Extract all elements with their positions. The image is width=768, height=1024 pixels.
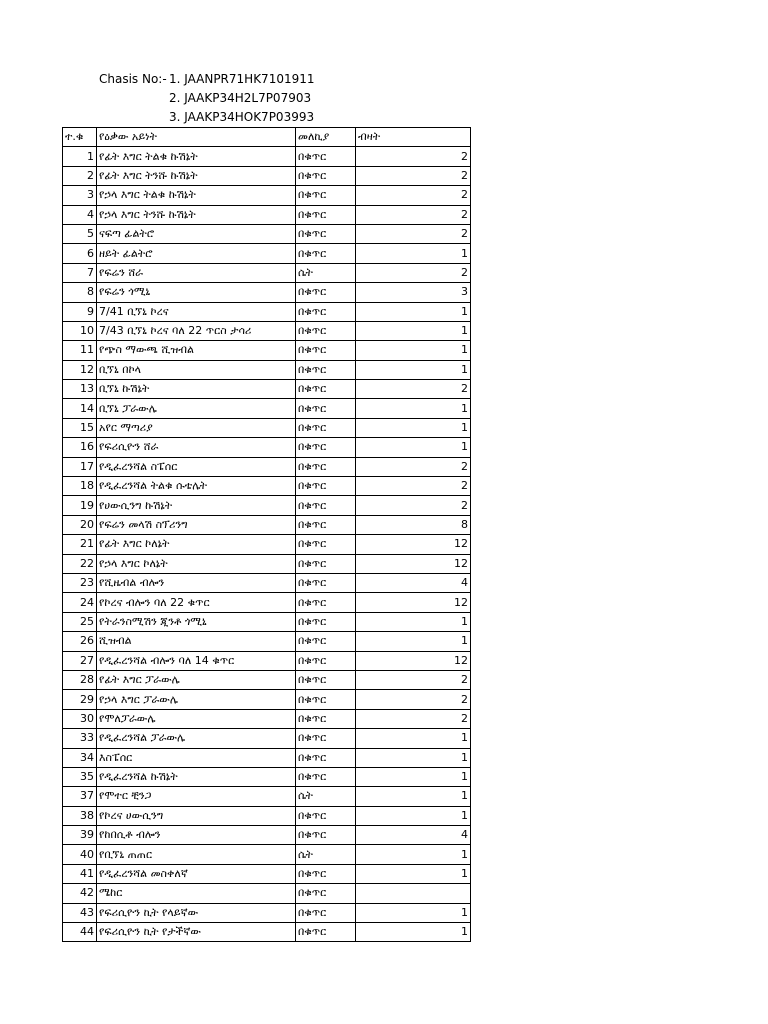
table-header-row <box>63 128 471 147</box>
row-quantity: 2 <box>356 166 471 185</box>
row-unit: በቁጥር <box>296 457 356 476</box>
row-unit: በቁጥር <box>296 360 356 379</box>
row-quantity: 3 <box>356 283 471 302</box>
row-unit: በቁጥር <box>296 341 356 360</box>
row-unit: በቁጥር <box>296 515 356 534</box>
row-item-type: የሞለፓራውሌ <box>97 709 296 728</box>
row-item-type: የጭስ ማውጫ ሺዝብል <box>97 341 296 360</box>
row-number: 28 <box>63 670 97 689</box>
table-row <box>63 147 471 166</box>
table-row <box>63 302 471 321</box>
row-item-type: ዘይት ፊልትሮ <box>97 244 296 263</box>
row-unit: ሴት <box>296 845 356 864</box>
row-number: 13 <box>63 380 97 399</box>
row-item-type: የፍሪሲዮን ኪት የላይኛው <box>97 903 296 922</box>
table-row <box>63 903 471 922</box>
row-quantity: 2 <box>356 690 471 709</box>
table-row <box>63 457 471 476</box>
row-quantity: 1 <box>356 845 471 864</box>
header-number: ተ.ቁ <box>63 128 97 147</box>
row-item-type: የሞተር ቺንጋ <box>97 787 296 806</box>
row-quantity: 1 <box>356 418 471 437</box>
row-unit: በቁጥር <box>296 612 356 631</box>
chasis-label: Chasis No:- <box>99 72 167 86</box>
row-quantity: 1 <box>356 729 471 748</box>
row-quantity: 1 <box>356 341 471 360</box>
row-quantity: 12 <box>356 554 471 573</box>
row-number: 14 <box>63 399 97 418</box>
row-unit: በቁጥር <box>296 147 356 166</box>
row-number: 30 <box>63 709 97 728</box>
row-item-type: የትራንስሚሽን ጂንቶ ጎሚኒ <box>97 612 296 631</box>
table-row <box>63 341 471 360</box>
row-quantity: 2 <box>356 186 471 205</box>
row-number: 8 <box>63 283 97 302</box>
row-number: 20 <box>63 515 97 534</box>
row-quantity: 1 <box>356 864 471 883</box>
table-row <box>63 729 471 748</box>
row-item-type: የፍሬን ጎሚኒ <box>97 283 296 302</box>
row-unit: በቁጥር <box>296 302 356 321</box>
row-unit: በቁጥር <box>296 418 356 437</box>
row-item-type: የፊት እግር ትልቁ ኩሽኔት <box>97 147 296 166</box>
row-quantity: 8 <box>356 515 471 534</box>
table-row <box>63 884 471 903</box>
row-unit: በቁጥር <box>296 903 356 922</box>
row-unit: በቁጥር <box>296 923 356 942</box>
table-row <box>63 496 471 515</box>
row-number: 12 <box>63 360 97 379</box>
row-item-type: የዲፈረንሻል ብሎን ባለ 14 ቁጥር <box>97 651 296 670</box>
row-number: 21 <box>63 535 97 554</box>
table-row <box>63 515 471 534</box>
row-quantity: 1 <box>356 806 471 825</box>
header-unit: መለኪያ <box>296 128 356 147</box>
table-row <box>63 244 471 263</box>
row-item-type: የኃላ እግር ትልቁ ኩሽኔት <box>97 186 296 205</box>
table-row <box>63 632 471 651</box>
row-item-type: የፍሬን ሸራ <box>97 263 296 282</box>
row-number: 15 <box>63 418 97 437</box>
row-quantity <box>356 884 471 903</box>
row-quantity: 12 <box>356 651 471 670</box>
row-number: 39 <box>63 826 97 845</box>
table-row <box>63 283 471 302</box>
row-unit: በቁጥር <box>296 244 356 263</box>
row-number: 27 <box>63 651 97 670</box>
row-number: 33 <box>63 729 97 748</box>
row-number: 41 <box>63 864 97 883</box>
row-item-type: የፊት እግር ኮለኔት <box>97 535 296 554</box>
row-unit: በቁጥር <box>296 651 356 670</box>
row-quantity: 4 <box>356 573 471 592</box>
row-unit: በቁጥር <box>296 438 356 457</box>
row-number: 37 <box>63 787 97 806</box>
row-number: 42 <box>63 884 97 903</box>
row-unit: በቁጥር <box>296 166 356 185</box>
row-quantity: 2 <box>356 477 471 496</box>
table-row <box>63 690 471 709</box>
row-item-type: የኃላ እግር ፓራውሌ <box>97 690 296 709</box>
row-quantity: 1 <box>356 399 471 418</box>
table-row <box>63 554 471 573</box>
row-quantity: 1 <box>356 244 471 263</box>
row-unit: በቁጥር <box>296 884 356 903</box>
row-unit: በቁጥር <box>296 690 356 709</box>
row-number: 19 <box>63 496 97 515</box>
row-unit: በቁጥር <box>296 186 356 205</box>
header-item-type: የዕቃው አይነት <box>97 128 296 147</box>
row-unit: በቁጥር <box>296 224 356 243</box>
row-quantity: 1 <box>356 748 471 767</box>
row-unit: ሴት <box>296 263 356 282</box>
row-quantity: 1 <box>356 632 471 651</box>
row-quantity: 2 <box>356 147 471 166</box>
row-unit: በቁጥር <box>296 535 356 554</box>
chasis-number-1: 1. JAANPR71HK7101911 <box>169 72 315 86</box>
row-quantity: 2 <box>356 670 471 689</box>
row-unit: በቁጥር <box>296 748 356 767</box>
row-number: 10 <box>63 321 97 340</box>
table-row <box>63 573 471 592</box>
row-quantity: 2 <box>356 457 471 476</box>
row-quantity: 1 <box>356 923 471 942</box>
row-item-type: የቢኘኒ ጠጠር <box>97 845 296 864</box>
row-item-type: የኃላ እግር ትንሹ ኩሽኔት <box>97 205 296 224</box>
row-number: 38 <box>63 806 97 825</box>
row-unit: በቁጥር <box>296 864 356 883</box>
row-item-type: ሜከር <box>97 884 296 903</box>
row-number: 11 <box>63 341 97 360</box>
table-row <box>63 651 471 670</box>
table-row <box>63 923 471 942</box>
row-quantity: 1 <box>356 612 471 631</box>
table-row <box>63 205 471 224</box>
row-unit: ሴት <box>296 787 356 806</box>
row-unit: በቁጥር <box>296 205 356 224</box>
table-row <box>63 380 471 399</box>
table-row <box>63 166 471 185</box>
row-item-type: የኮረና ሀውሲንግ <box>97 806 296 825</box>
table-row <box>63 845 471 864</box>
row-number: 18 <box>63 477 97 496</box>
row-quantity: 2 <box>356 224 471 243</box>
table-row <box>63 787 471 806</box>
row-number: 35 <box>63 767 97 786</box>
table-row <box>63 864 471 883</box>
table-row <box>63 826 471 845</box>
row-number: 2 <box>63 166 97 185</box>
row-unit: በቁጥር <box>296 670 356 689</box>
table-row <box>63 186 471 205</box>
row-unit: በቁጥር <box>296 321 356 340</box>
row-number: 26 <box>63 632 97 651</box>
row-item-type: የፍሪሲዮን ኪት የታችኛው <box>97 923 296 942</box>
row-item-type: አየር ማጣሪያ <box>97 418 296 437</box>
row-number: 40 <box>63 845 97 864</box>
row-item-type: የፊት እግር ፓራውሌ <box>97 670 296 689</box>
row-item-type: ቢኘኒ ኩሽኔት <box>97 380 296 399</box>
row-number: 16 <box>63 438 97 457</box>
row-unit: በቁጥር <box>296 477 356 496</box>
row-unit: በቁጥር <box>296 554 356 573</box>
row-item-type: የኃላ እግር ኮለኔት <box>97 554 296 573</box>
table-row <box>63 263 471 282</box>
row-item-type: የሺዜብል ብሎን <box>97 573 296 592</box>
table-row <box>63 477 471 496</box>
row-item-type: የፊት እግር ትንሹ ኩሽኔት <box>97 166 296 185</box>
row-item-type: የፍሬን መላሽ ስፕሪንግ <box>97 515 296 534</box>
row-number: 24 <box>63 593 97 612</box>
row-number: 7 <box>63 263 97 282</box>
table-row <box>63 535 471 554</box>
row-unit: በቁጥር <box>296 767 356 786</box>
row-number: 43 <box>63 903 97 922</box>
row-unit: በቁጥር <box>296 380 356 399</box>
row-quantity: 2 <box>356 380 471 399</box>
row-quantity: 2 <box>356 709 471 728</box>
row-quantity: 2 <box>356 496 471 515</box>
row-unit: በቁጥር <box>296 709 356 728</box>
row-unit: በቁጥር <box>296 573 356 592</box>
row-number: 25 <box>63 612 97 631</box>
table-row <box>63 806 471 825</box>
row-number: 5 <box>63 224 97 243</box>
row-quantity: 1 <box>356 302 471 321</box>
row-unit: በቁጥር <box>296 632 356 651</box>
row-item-type: ናፍጣ ፊልትሮ <box>97 224 296 243</box>
row-item-type: የዲፈረንሻል ትልቁ ሱቴሌት <box>97 477 296 496</box>
row-quantity: 1 <box>356 787 471 806</box>
row-item-type: 7/41 ቢኘኒ ኮረና <box>97 302 296 321</box>
table-row <box>63 224 471 243</box>
header-quantity: ብዛት <box>356 128 471 147</box>
row-item-type: ቢኘኒ ፓራውሌ <box>97 399 296 418</box>
table-row <box>63 321 471 340</box>
row-number: 29 <box>63 690 97 709</box>
row-quantity: 12 <box>356 535 471 554</box>
chasis-number-2: 2. JAAKP34H2L7P07903 <box>169 91 312 105</box>
table-row <box>63 767 471 786</box>
row-unit: በቁጥር <box>296 826 356 845</box>
row-quantity: 1 <box>356 321 471 340</box>
row-quantity: 2 <box>356 205 471 224</box>
row-item-type: የዲፈረንሻል ስፔሰር <box>97 457 296 476</box>
row-item-type: ሺዝብል <box>97 632 296 651</box>
row-item-type: የዲፈረንሻል መስቀለኛ <box>97 864 296 883</box>
row-item-type: 7/43 ቢኘኒ ኮረና ባለ 22 ጥርስ ታሳሪ <box>97 321 296 340</box>
row-number: 4 <box>63 205 97 224</box>
table-row <box>63 748 471 767</box>
row-unit: በቁጥር <box>296 496 356 515</box>
row-quantity: 12 <box>356 593 471 612</box>
row-number: 9 <box>63 302 97 321</box>
row-unit: በቁጥር <box>296 593 356 612</box>
table-row <box>63 612 471 631</box>
row-number: 44 <box>63 923 97 942</box>
table-row <box>63 399 471 418</box>
row-number: 17 <box>63 457 97 476</box>
row-number: 3 <box>63 186 97 205</box>
row-quantity: 1 <box>356 360 471 379</box>
row-item-type: የሀውሲንግ ኩሽኔት <box>97 496 296 515</box>
table-row <box>63 709 471 728</box>
row-quantity: 2 <box>356 263 471 282</box>
row-item-type: እስፔሰር <box>97 748 296 767</box>
row-item-type: የዲፈረንሻል ፓራውሌ <box>97 729 296 748</box>
row-number: 22 <box>63 554 97 573</box>
table-row <box>63 360 471 379</box>
row-quantity: 4 <box>356 826 471 845</box>
row-item-type: የከበሲቶ ብሎን <box>97 826 296 845</box>
row-unit: በቁጥር <box>296 399 356 418</box>
row-quantity: 1 <box>356 903 471 922</box>
row-item-type: ቢኘኒ በኮላ <box>97 360 296 379</box>
row-quantity: 1 <box>356 438 471 457</box>
table-row <box>63 438 471 457</box>
table-row <box>63 670 471 689</box>
row-unit: በቁጥር <box>296 729 356 748</box>
row-number: 1 <box>63 147 97 166</box>
row-unit: በቁጥር <box>296 806 356 825</box>
row-number: 6 <box>63 244 97 263</box>
parts-table <box>62 127 471 942</box>
chasis-number-3: 3. JAAKP34HOK7P03993 <box>169 110 315 124</box>
row-item-type: የዲፈረንሻል ኩሽኔት <box>97 767 296 786</box>
row-number: 34 <box>63 748 97 767</box>
table-row <box>63 418 471 437</box>
row-quantity: 1 <box>356 767 471 786</box>
row-number: 23 <box>63 573 97 592</box>
table-row <box>63 593 471 612</box>
row-item-type: የኮረና ብሎን ባለ 22 ቁጥር <box>97 593 296 612</box>
row-item-type: የፍሪሲዮን ሸራ <box>97 438 296 457</box>
row-unit: በቁጥር <box>296 283 356 302</box>
